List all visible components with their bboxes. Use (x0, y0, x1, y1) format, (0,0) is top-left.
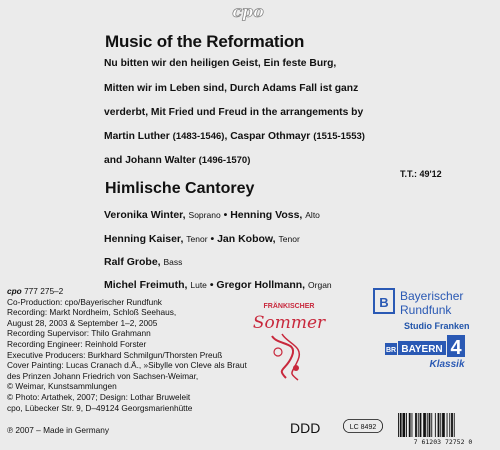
barcode-bar (409, 413, 411, 437)
barcode-bar (442, 413, 445, 437)
performer-name: Gregor Hollmann, (216, 279, 306, 291)
barcode-bar (427, 413, 428, 437)
composer-dates: (1483-1546) (172, 131, 225, 142)
copyright-line: ℗ 2007 – Made in Germany (7, 425, 110, 435)
credit-line: Co-Production: cpo/Bayerischer Rundfunk (7, 296, 162, 307)
performer-row (104, 256, 182, 268)
barcode-bar (435, 413, 436, 437)
credit-line: Recording: Markt Nordheim, Schloß Seehaus, (7, 307, 177, 318)
credit-line: des Prinzen Johann Friedrich von Sachsen-Weimar, (7, 370, 199, 381)
composer-name: Johann Walter (125, 155, 196, 166)
performer-role: Organ (308, 280, 332, 290)
and-word: and (104, 155, 123, 166)
performer-role: Alto (305, 210, 320, 220)
composer-name: Martin Luther (104, 131, 170, 142)
composer-name: Caspar Othmayr (230, 131, 311, 142)
performer-role: Tenor (186, 234, 208, 244)
credit-line: August 28, 2003 & September 1–2, 2005 (7, 317, 158, 328)
barcode-bar (440, 413, 441, 437)
credit-line: Recording Supervisor: Thilo Grahmann (7, 328, 151, 339)
total-time: T.T.: 49'12 (400, 169, 442, 179)
cpo-logo-text: cpo (232, 2, 264, 21)
performer-row: Henning Kaiser, Tenor • Jan Kobow, Tenor (104, 233, 300, 245)
lc-code-badge (343, 419, 383, 433)
performer-name: Henning Voss, (230, 209, 303, 221)
barcode-bar (451, 413, 453, 437)
credit-line: Recording Engineer: Reinhold Forster (7, 338, 147, 349)
credit-line: © Photo: Artathek, 2007; Design: Lothar Bruweleit (7, 391, 191, 402)
svg-text:4: 4 (450, 337, 462, 359)
composers-line-2 (104, 155, 250, 166)
barcode-bar (415, 413, 417, 437)
barcode-bars (398, 413, 455, 437)
barcode-bar (429, 413, 431, 437)
barcode-bar (406, 413, 407, 437)
svg-text:Bayerischer: Bayerischer (400, 289, 464, 303)
svg-text:Sommer: Sommer (252, 313, 326, 333)
performer-name: Ralf Grobe, (104, 256, 161, 268)
album-title: Music of the Reformation (105, 32, 305, 51)
ensemble-name: Himlische Cantorey (105, 180, 255, 197)
barcode-bar (423, 413, 426, 437)
studio-franken-label: Studio Franken (404, 321, 470, 331)
barcode-bar (420, 413, 422, 437)
barcode-digits: 7 61203 72752 0 (413, 438, 473, 446)
performer-name: Michel Freimuth, (104, 279, 188, 291)
credits-block (7, 286, 257, 413)
bayerischer-rundfunk-logo (373, 285, 493, 321)
barcode-bar (447, 413, 448, 437)
barcode-bar (438, 413, 440, 437)
performer-row: Michel Freimuth, Lute • Gregor Hollmann, Organ (104, 279, 332, 291)
barcode-bar (398, 413, 399, 437)
barcode (392, 413, 495, 445)
composer-dates: (1496-1570) (198, 155, 251, 166)
credit-line: cpo, Lübecker Str. 9, D–49124 Georgsmarienhütte (7, 402, 193, 413)
performer-role: Soprano (188, 210, 221, 220)
performer-role: Tenor (278, 234, 300, 244)
fraenkischer-sommer-logo (252, 296, 326, 382)
description-line-3: verderbt, Mit Fried und Freud in the arrangements by (104, 107, 364, 118)
performer-name: Henning Kaiser, (104, 233, 184, 245)
description-line-1: Nu bitten wir den heiligen Geist, Ein feste Burg, (104, 58, 337, 69)
barcode-bar (403, 413, 406, 437)
svg-text:Rundfunk: Rundfunk (400, 303, 452, 317)
performer-role: Lute (190, 280, 207, 290)
performer-row: Veronika Winter, Soprano • Henning Voss, Alto (104, 209, 320, 221)
credit-line: Cover Painting: Lucas Cranach d.Ä., »Sibylle von Cleve als Braut (7, 360, 247, 371)
ddd-mark: DDD (290, 420, 321, 436)
performer-name: Veronika Winter, (104, 209, 186, 221)
barcode-bar (400, 413, 402, 437)
composers-line: Martin Luther (1483-1546), Caspar Othmayr (1515-1553) (104, 131, 365, 142)
svg-text:BR: BR (385, 347, 397, 354)
performer-role: Bass (163, 257, 183, 267)
cpo-logo (228, 2, 268, 22)
catalog-number: cpo 777 275–2 (7, 286, 64, 296)
svg-text:LC 8492: LC 8492 (349, 424, 377, 431)
svg-text:B: B (379, 295, 389, 310)
composer-dates: (1515-1553) (313, 131, 365, 142)
performer-name: Jan Kobow, (217, 233, 276, 245)
svg-text:FRÄNKISCHER: FRÄNKISCHER (263, 303, 315, 310)
credit-line: Executive Producers: Burkhard Schmilgun/Thorsten Preuß (7, 349, 223, 360)
credit-line: © Weimar, Kunstsammlungen (7, 381, 117, 392)
svg-text:Klassik: Klassik (429, 359, 465, 370)
description-line-2: Mitten wir im Leben sind, Durch Adams Fall ist ganz (104, 83, 359, 94)
barcode-bar (431, 413, 432, 437)
barcode-bar (418, 413, 419, 437)
svg-text:BAYERN: BAYERN (401, 344, 443, 355)
barcode-bar (412, 413, 413, 437)
bayern4-klassik-logo (385, 335, 467, 369)
barcode-bar (449, 413, 450, 437)
barcode-bar (454, 413, 455, 437)
